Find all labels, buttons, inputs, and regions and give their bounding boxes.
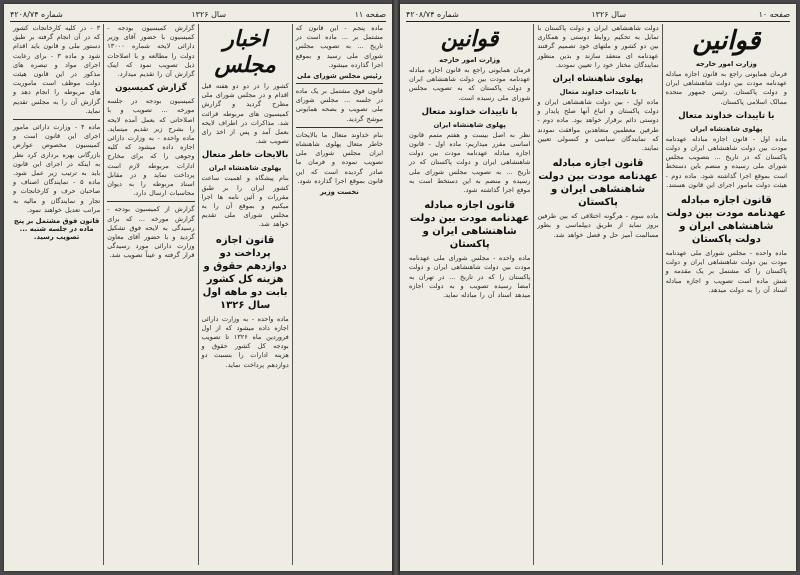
signature-line: رئیس مجلس شورای ملی bbox=[297, 72, 382, 81]
ministry-label: وزارت امور خارجه bbox=[439, 56, 501, 64]
column bbox=[406, 24, 533, 565]
article-text: گزارش از کمیسیون بودجه - گزارش مورخه ... که برای رسیدگی به لایحه فوق تشکیل گردید و با حضور آقای معاون وزارت دارائی مورد رسیدگی قرار گرفته و عیناً تصویب شد. bbox=[107, 205, 195, 260]
left-page-columns bbox=[10, 24, 386, 565]
column bbox=[533, 24, 661, 565]
article-text: نظر به اصل بیست و هفتم متمم قانون اساسی مقرر میداریم: ماده اول - قانون اجازه مبادله عهدنامه مودت بین دولت شاهنشاهی ایران و دولت پاکستان که در تاریخ ... به تصویب مجلس شورای ملی رسیده و منضم به این دستخط است به موقع اجرا گذاشته شود. bbox=[409, 130, 531, 195]
right-page-columns bbox=[406, 24, 790, 565]
column bbox=[198, 24, 292, 565]
signature-line: نخست وزیر bbox=[319, 188, 359, 197]
law-title: قانون اجازه پرداخت دو دوازدهم حقوق و هزینه کل کشور بابت دو ماهه اول سال ۱۳۲۶ bbox=[202, 234, 288, 311]
article-text: دولت شاهنشاهی ایران و دولت پاکستان با تمایل به تحکیم روابط دوستی و همکاری بین دو کشور و ملتهای خود تصمیم گرفتند عهدنامه ای منعقد سازند و بدین منظور نمایندگان مختار خود را تعیین نمودند. bbox=[537, 24, 659, 69]
article-text: کشور را در دو دو هفته قبل اقدام و در مجلس شورای ملی مطرح گردید و گزارش کمیسیون های مربوطه قرائت شد. مذاکرات در اطراف لایحه بعمل آمد و پس از اخذ رای تصویب شد. bbox=[201, 82, 289, 146]
left-page bbox=[4, 4, 392, 571]
article-text: قانون فوق مشتمل بر یک ماده در جلسه ... مجلس شورای ملی تصویب و بصحه همایونی موشح گردید. bbox=[295, 87, 383, 123]
header-page-number: صفحه ۱۱ bbox=[354, 9, 386, 19]
decree-headline: بالایحات خاطر متعال bbox=[201, 150, 289, 161]
header-page-number: صفحه ۱۰ bbox=[758, 9, 790, 19]
article-text: ۳ - در کلیه کارخانجات کشور که در آن انجام گرفته بر طبق دستور ملی و قانون باید اقدام شود و ماده ۳ - برای رعایت اجرای مواد و تبصره های مذکور در این قانون هیئت دولت موظف است ماموریت های مربوطه را انجام دهد و گزارش آن را به مجلس تقدیم نماید. bbox=[13, 24, 101, 115]
left-page-header bbox=[10, 7, 386, 22]
article-text: ماده واحده - مجلس شورای ملی عهدنامه مودت بین دولت شاهنشاهی ایران و دولت پاکستان را که در تاریخ ... در تهران به امضا رسیده تصویب و به دولت اجازه میدهد اسناد آن را مبادله نماید. bbox=[409, 254, 531, 300]
section-title: قوانین bbox=[440, 26, 499, 52]
divider bbox=[296, 83, 383, 84]
divider bbox=[296, 127, 383, 128]
header-issue: شماره ۴۲۰۸/۷۴ bbox=[406, 9, 459, 19]
ministry-label: وزارت امور خارجه bbox=[695, 60, 757, 68]
law-title: قانون اجازه مبادله عهدنامه مودت بین دولت شاهنشاهی ایران و دولت پاکستان bbox=[666, 195, 787, 246]
article-text: ماده اول - قانون اجازه مبادله عهدنامه مودت بین دولت شاهنشاهی ایران و دولت پاکستان که در تاریخ ... بتصویب مجلس شورای ملی رسیده و منضم باین دستخط است بموقع اجرا گذاشته شود. ماده دوم - هیئت دولت مامور اجرای این قانون هستند. bbox=[665, 134, 787, 189]
article-text: گزارش کمیسیون بودجه - کمیسیون با حضور آقای وزیر دارائی لایحه شماره ۱۳۰۰۰ دولت را مطالعه و با اصلاحات ذیل تصویب نمود که اینک گزارش آن را تقدیم میدارد. bbox=[107, 24, 195, 79]
law-title: قانون اجازه مبادله عهدنامه مودت بین دولت شاهنشاهی ایران و پاکستان bbox=[538, 158, 658, 209]
header-year: سال ۱۳۲۶ bbox=[191, 9, 227, 19]
article-text: بنام خداوند متعال ما بالایحات خاطر متعال پهلوی شاهنشاه ایران مجلس شورای ملی تصویب نموده و فرمان ما صادر گردیده است که این قانون بموقع اجرا گذارده شود. bbox=[295, 130, 383, 185]
decree-headline: پهلوی شاهنشاه ایران bbox=[552, 74, 644, 85]
divider bbox=[13, 119, 100, 120]
column bbox=[103, 24, 197, 565]
divider bbox=[107, 201, 194, 202]
decree-subheadline: پهلوی شاهنشاه ایران bbox=[690, 124, 763, 133]
right-page bbox=[400, 4, 796, 571]
article-text: کمیسیون بودجه در جلسه مورخه ... تصویب و با اصلاحاتی که بعمل آمده لایحه را بشرح زیر تقدیم مینماید. ماده واحده - به وزارت دارائی اجازه داده میشود که کلیه وجوهی را که برای مخارج ادارات مربوطه لازم است پرداخت نماید و در مقابل اسناد مربوطه را به دیوان محاسبات ارسال دارد. bbox=[107, 97, 195, 198]
law-title: قانون اجازه مبادله عهدنامه مودت بین دولت شاهنشاهی ایران و پاکستان bbox=[409, 200, 530, 251]
decree-subheadline: پهلوی شاهنشاه ایران bbox=[433, 120, 506, 129]
column bbox=[10, 24, 103, 565]
article-text: ماده پنجم - این قانون که مشتمل بر ... ماده است در تاریخ ... به تصویب مجلس شورای ملی رسید و بموقع اجرا گذارده میشود. bbox=[295, 24, 383, 69]
article-text: فرمان همایونی راجع به قانون اجازه مبادله عهدنامه مودت بین دولت شاهنشاهی ایران و دولت پاکستان. رئیس جمهور متحده ممالک اسلامی پاکستان. bbox=[665, 70, 787, 106]
article-text: بنام پیشگاه و اهمیت ساعت کشور ایران را بر طبق مقررات و آئین نامه ها اجرا میکنیم و بموقع آن را به مجلس شورای ملی تقدیم خواهد شد. bbox=[201, 174, 289, 229]
section-title: قوانین bbox=[692, 26, 761, 56]
decree-subheadline: پهلوی شاهنشاه ایران bbox=[208, 164, 282, 173]
report-headline: گزارش کمیسیون bbox=[115, 83, 187, 94]
right-page-header bbox=[406, 7, 790, 22]
article-text: فرمان همایونی راجع به قانون اجازه مبادله عهدنامه مودت بین دولت شاهنشاهی ایران و دولت پاکستان که به تصویب مجلس شورای ملی رسیده است. bbox=[409, 66, 531, 102]
article-text: ماده سوم - هرگونه اختلافی که بین طرفین بروز نماید از طریق دیپلماسی و بطور مسالمت آمیز حل و فصل خواهد شد. bbox=[537, 212, 659, 239]
decree-subheadline: با تاییدات خداوند متعال bbox=[559, 88, 637, 97]
column bbox=[662, 24, 790, 565]
article-text: ماده اول - بین دولت شاهنشاهی ایران و دولت پاکستان و اتباع آنها صلح پایدار و دوستی دائم برقرار خواهد بود. ماده دوم - طرفین معظمین متعاهدین موافقت نمودند که نمایندگان سیاسی و کنسولی تعیین نمایند. bbox=[537, 98, 659, 153]
decree-headline: با تاییدات خداوند متعال bbox=[421, 106, 518, 117]
header-issue: شماره ۴۲۰۸/۷۴ bbox=[10, 9, 63, 19]
section-title: اخبار مجلس bbox=[214, 26, 276, 78]
decree-headline: با تاییدات خداوند متعال bbox=[678, 110, 775, 121]
page-gutter bbox=[392, 0, 400, 575]
column bbox=[292, 24, 386, 565]
header-year: سال ۱۳۲۶ bbox=[591, 9, 627, 19]
article-text: ماده واحده - مجلس شورای ملی عهدنامه مودت بین دولت شاهنشاهی ایران و دولت پاکستان را که مشتمل بر یک مقدمه و شش ماده است تصویب و اجازه مبادله اسناد آن را به دولت میدهد. bbox=[665, 249, 787, 294]
article-text: ماده ۴ - وزارت دارائی مامور اجرای این قانون است و کمیسیون مخصوص عوارض بازرگانی بهره برداری کرد نظر به اینکه در اجرای این قانون باید به ترتیب زیر عمل شود. ماده ۵ - نمایندگان اصناف و صاحبان حرف و کارخانجات و تجار و نمایندگان و مالیه به مراتب تعدیل خواهند نمود. bbox=[13, 123, 101, 214]
footer-note: قانون فوق مشتمل بر پنج ماده در جلسه شنبه ... تصویب رسید. bbox=[13, 217, 100, 242]
article-text: ماده واحده - به وزارت دارائی اجازه داده میشود که از اول فروردین ماه ۱۳۲۶ تا تصویب بودجه کل کشور حقوق و هزینه ادارات را بنسبت دو دوازدهم پرداخت نماید. bbox=[201, 314, 289, 369]
